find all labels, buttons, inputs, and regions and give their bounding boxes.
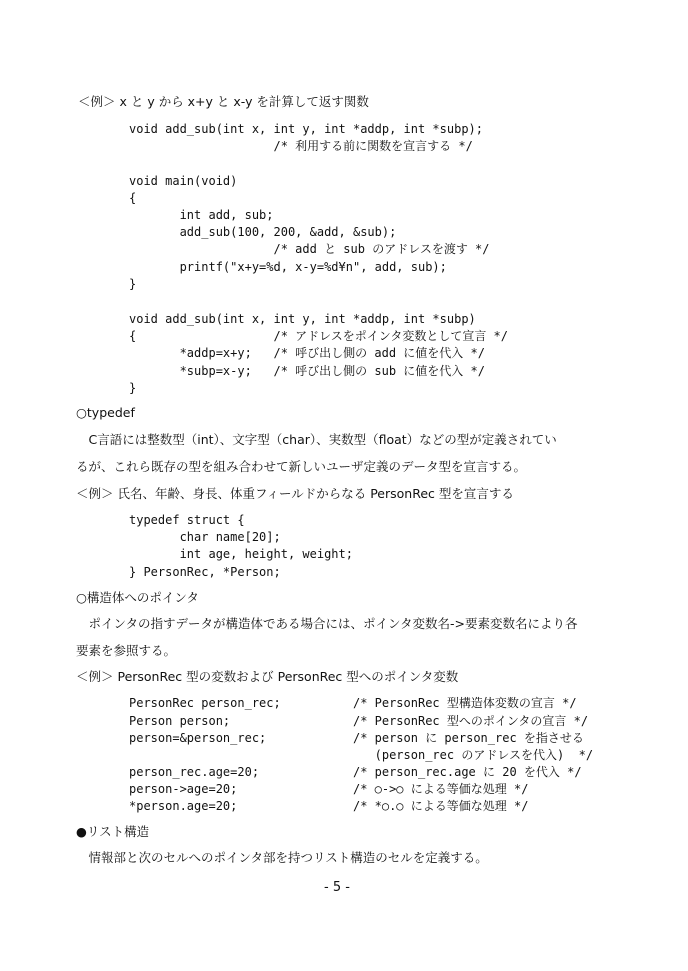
code-line: void main(void) (129, 174, 238, 188)
paragraph-line: C言語には整数型（int）、文字型（char）、実数型（float）などの型が定義されてい (76, 432, 557, 447)
code-line: printf("x+y=%d, x-y=%d¥n", add, sub); (129, 260, 447, 274)
code-line: int add, sub; (129, 208, 274, 222)
section-title-struct-pointer: ○構造体へのポインタ (76, 590, 199, 605)
section-title-list: ●リスト構造 (76, 824, 150, 839)
code-line: add_sub(100, 200, &add, &sub); (129, 225, 397, 239)
code-line: } (129, 277, 137, 291)
code-line: int age, height, weight; (129, 547, 353, 561)
code-line: PersonRec person_rec; /* PersonRec 型構造体変数の宣言 */ (129, 696, 577, 710)
code-line: person_rec.age=20; /* person_rec.age に 20 を代入 */ (129, 765, 582, 779)
code-line: *subp=x-y; /* 呼び出し側の sub に値を代入 */ (129, 364, 485, 378)
code-line: char name[20]; (129, 530, 281, 544)
page-number: - 5 - (324, 880, 350, 895)
typedef-example-heading: ＜例＞ 氏名、年齢、身長、体重フィールドからなる PersonRec 型を宣言する (76, 486, 514, 501)
code-line: person=&person_rec; /* person に person_rec を指させる (129, 731, 584, 745)
code-line: { /* アドレスをポインタ変数として宣言 */ (129, 329, 509, 343)
code-line: Person person; /* PersonRec 型へのポインタの宣言 */ (129, 714, 589, 728)
example1-heading: ＜例＞ x と y から x+y と x-y を計算して返す関数 (78, 94, 369, 109)
code-line: person->age=20; /* ○->○ による等価な処理 */ (129, 782, 529, 796)
code-line: void add_sub(int x, int y, int *addp, int *subp); (129, 122, 484, 136)
code-line: } PersonRec, *Person; (129, 565, 281, 579)
paragraph-line: ポインタの指すデータが構造体である場合には、ポインタ変数名->要素変数名により各 (76, 616, 578, 631)
paragraph-line: 情報部と次のセルへのポインタ部を持つリスト構造のセルを定義する。 (76, 850, 488, 865)
code-line: *person.age=20; /* *○.○ による等価な処理 */ (129, 799, 529, 813)
code-line: } (129, 381, 137, 395)
pointer-example-heading: ＜例＞ PersonRec 型の変数および PersonRec 型へのポインタ変数 (76, 669, 459, 684)
code-line: /* 利用する前に関数を宣言する */ (129, 139, 473, 153)
code-line: void add_sub(int x, int y, int *addp, int *subp) (129, 312, 476, 326)
code-line: *addp=x+y; /* 呼び出し側の add に値を代入 */ (129, 346, 485, 360)
code-line: /* add と sub のアドレスを渡す */ (129, 242, 490, 256)
code-line: { (129, 191, 137, 205)
section-title-typedef: ○typedef (76, 405, 135, 420)
paragraph-line: るが、これら既存の型を組み合わせて新しいユーザ定義のデータ型を宣言する。 (76, 459, 527, 474)
paragraph-line: 要素を参照する。 (76, 643, 177, 658)
code-line: (person_rec のアドレスを代入) */ (129, 748, 594, 762)
code-line: typedef struct { (129, 513, 245, 527)
